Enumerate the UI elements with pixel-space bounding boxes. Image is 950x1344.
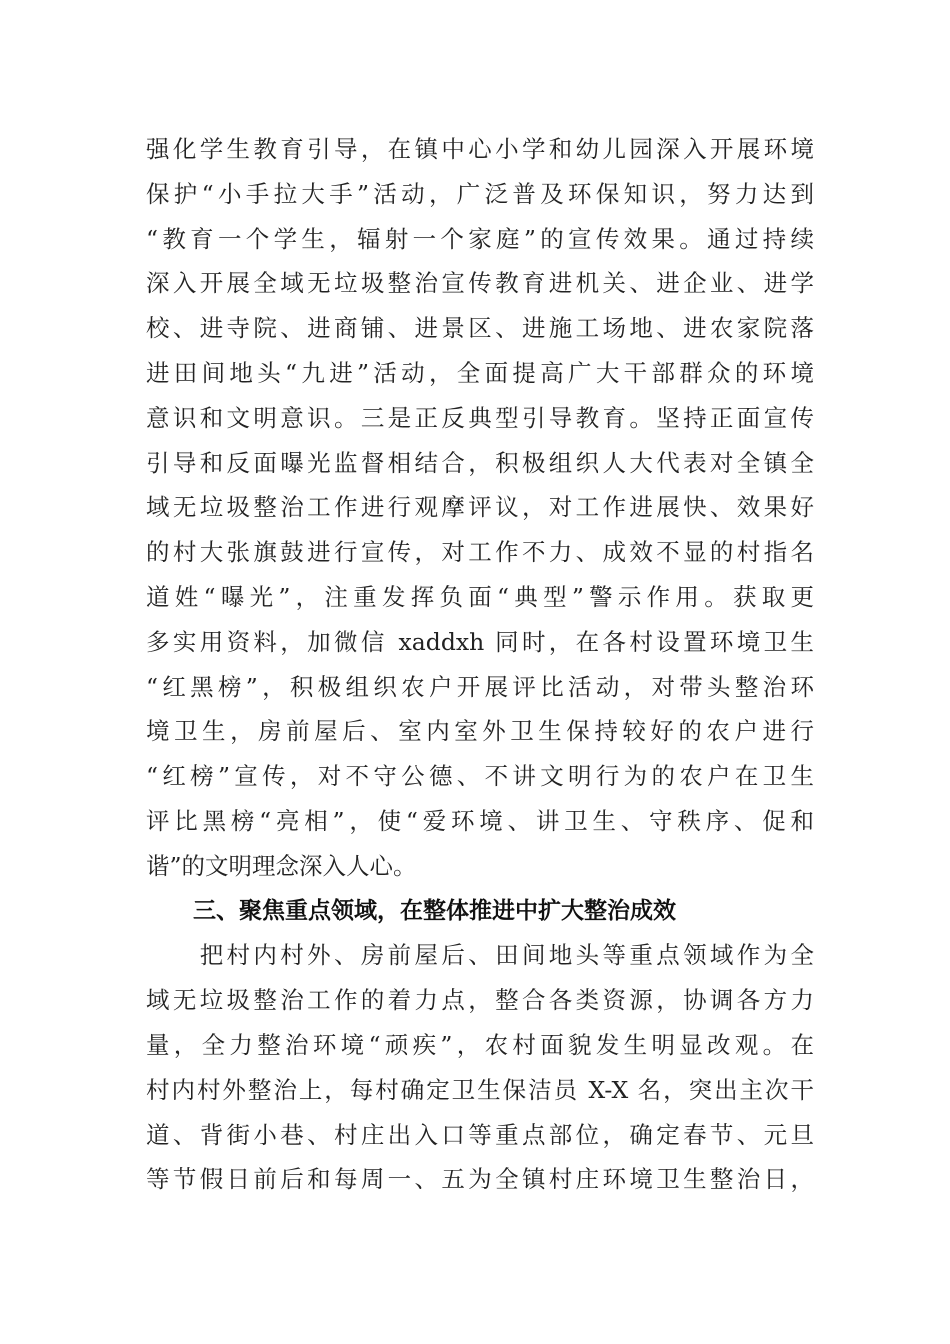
paragraph-2 <box>146 933 814 1202</box>
text-line: 道姓“曝光”，注重发挥负面“典型”警示作用。获取更 <box>146 582 814 611</box>
text-line: 保护“小手拉大手”活动，广泛普及环保知识，努力达到 <box>146 179 814 208</box>
document-body <box>146 127 814 1202</box>
text-line: “教育一个学生，辐射一个家庭”的宣传效果。通过持续 <box>146 224 814 253</box>
text-line: 校、进寺院、进商铺、进景区、进施工场地、进农家院落 <box>146 314 814 343</box>
text-line: 村内村外整治上，每村确定卫生保洁员 X-X 名，突出主次干 <box>146 1075 814 1104</box>
text-line: 境卫生，房前屋后、室内室外卫生保持较好的农户进行 <box>146 717 814 746</box>
text-line: “红榜”宣传，对不守公德、不讲文明行为的农户在卫生 <box>146 762 814 791</box>
text-line: 意识和文明意识。三是正反典型引导教育。坚持正面宣传 <box>146 403 814 432</box>
text-line: 谐”的文明理念深入人心。 <box>146 851 417 880</box>
text-line: 域无垃圾整治工作进行观摩评议，对工作进展快、效果好 <box>146 493 814 522</box>
section-heading: 三、聚焦重点领域，在整体推进中扩大整治成效 <box>193 897 676 924</box>
text-line: 域无垃圾整治工作的着力点，整合各类资源，协调各方力 <box>146 986 814 1015</box>
text-line: 的村大张旗鼓进行宣传，对工作不力、成效不显的村指名 <box>146 538 814 567</box>
text-line: 深入开展全域无垃圾整治宣传教育进机关、进企业、进学 <box>146 269 814 298</box>
text-line: 评比黑榜“亮相”，使“爱环境、讲卫生、守秩序、促和 <box>146 806 814 835</box>
text-line: 引导和反面曝光监督相结合，积极组织人大代表对全镇全 <box>146 448 814 477</box>
text-line: “红黑榜”，积极组织农户开展评比活动，对带头整治环 <box>146 672 814 701</box>
text-line: 强化学生教育引导，在镇中心小学和幼儿园深入开展环境 <box>146 135 814 163</box>
text-line: 进田间地头“九进”活动，全面提高广大干部群众的环境 <box>146 358 814 387</box>
text-line: 道、背街小巷、村庄出入口等重点部位，确定春节、元旦 <box>146 1120 814 1149</box>
text-line: 量，全力整治环境“顽疾”，农村面貌发生明显改观。在 <box>146 1030 814 1059</box>
paragraph-1 <box>146 127 814 889</box>
text-line: 多实用资料，加微信 xaddxh 同时，在各村设置环境卫生 <box>146 627 814 656</box>
text-line: 把村内村外、房前屋后、田间地头等重点领域作为全 <box>146 941 814 970</box>
text-line: 等节假日前后和每周一、五为全镇村庄环境卫生整治日， <box>146 1165 814 1194</box>
